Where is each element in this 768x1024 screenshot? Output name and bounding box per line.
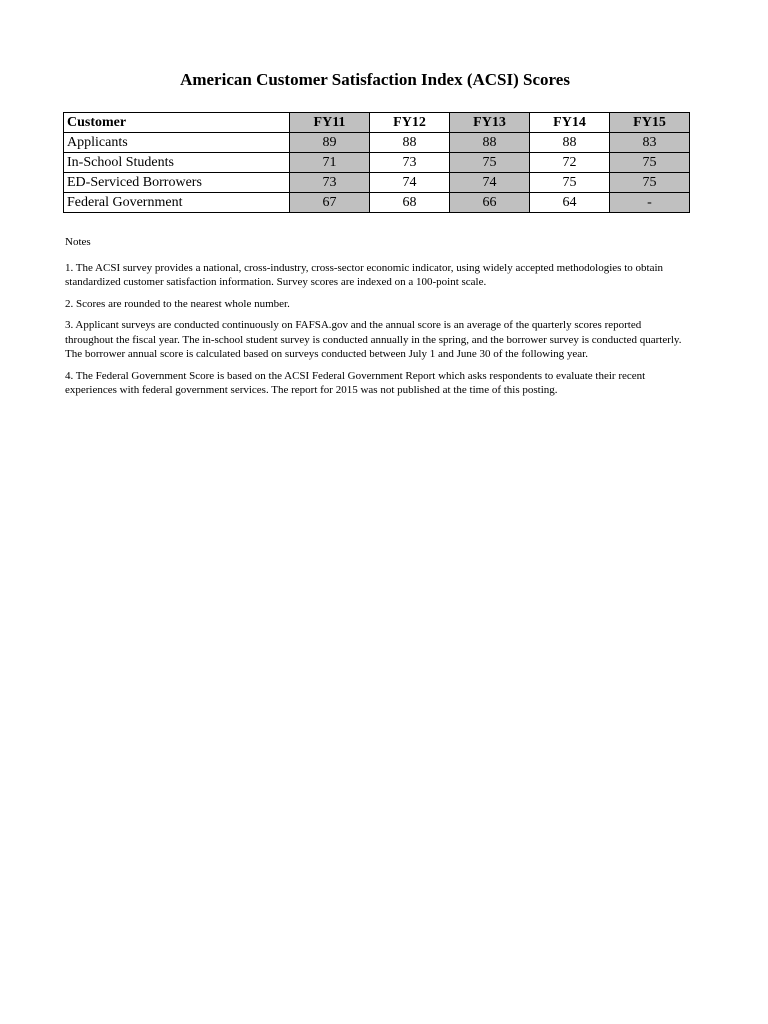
score-cell: 74 [370, 173, 450, 193]
note-item: 4. The Federal Government Score is based on the ACSI Federal Government Report which asks respondents to evaluate their recent experiences with federal government services. The report for 2015 was not published at the time of this posting. [65, 369, 646, 396]
column-header-fy13: FY13 [450, 113, 530, 133]
score-cell: 88 [370, 133, 450, 153]
table-row [64, 173, 690, 193]
score-cell: 83 [610, 133, 690, 153]
table-header-row [64, 113, 690, 133]
score-cell: 73 [290, 173, 370, 193]
score-cell: 74 [450, 173, 530, 193]
score-cell: 67 [290, 193, 370, 213]
note-item: 2. Scores are rounded to the nearest whole number. [65, 297, 290, 310]
score-cell: - [610, 193, 690, 213]
column-header-customer: Customer [64, 113, 290, 133]
row-label: Federal Government [64, 193, 290, 213]
column-header-fy12: FY12 [370, 113, 450, 133]
row-label: In-School Students [64, 153, 290, 173]
column-header-fy15: FY15 [610, 113, 690, 133]
score-cell: 75 [610, 173, 690, 193]
row-label: ED-Serviced Borrowers [64, 173, 290, 193]
column-header-fy14: FY14 [530, 113, 610, 133]
acsi-scores-table [63, 112, 690, 213]
table-row [64, 153, 690, 173]
score-cell: 66 [450, 193, 530, 213]
table-row [64, 193, 690, 213]
score-cell: 68 [370, 193, 450, 213]
note-item: 3. Applicant surveys are conducted continuously on FAFSA.gov and the annual score is an average of the quarterly scores reported throughout the fiscal year. The in-school student survey is conducted annually in the spring, and the borrower survey is conducted quarterly. The borrower annual score is calculated based on surveys conducted between July 1 and June 30 of the following year. [65, 319, 682, 360]
notes-heading: Notes [65, 236, 91, 248]
score-cell: 75 [450, 153, 530, 173]
row-label: Applicants [64, 133, 290, 153]
score-cell: 89 [290, 133, 370, 153]
note-item: 1. The ACSI survey provides a national, cross-industry, cross-sector economic indicator, using widely accepted methodologies to obtain standardized customer satisfaction information. Survey scores are indexed on a 100-point scale. [65, 261, 664, 288]
notes-section [65, 235, 685, 405]
score-cell: 72 [530, 153, 610, 173]
page-title: American Customer Satisfaction Index (ACSI) Scores [180, 70, 570, 89]
score-cell: 75 [530, 173, 610, 193]
score-cell: 64 [530, 193, 610, 213]
score-cell: 73 [370, 153, 450, 173]
column-header-fy11: FY11 [290, 113, 370, 133]
score-cell: 88 [450, 133, 530, 153]
score-cell: 88 [530, 133, 610, 153]
table-row [64, 133, 690, 153]
score-cell: 75 [610, 153, 690, 173]
score-cell: 71 [290, 153, 370, 173]
